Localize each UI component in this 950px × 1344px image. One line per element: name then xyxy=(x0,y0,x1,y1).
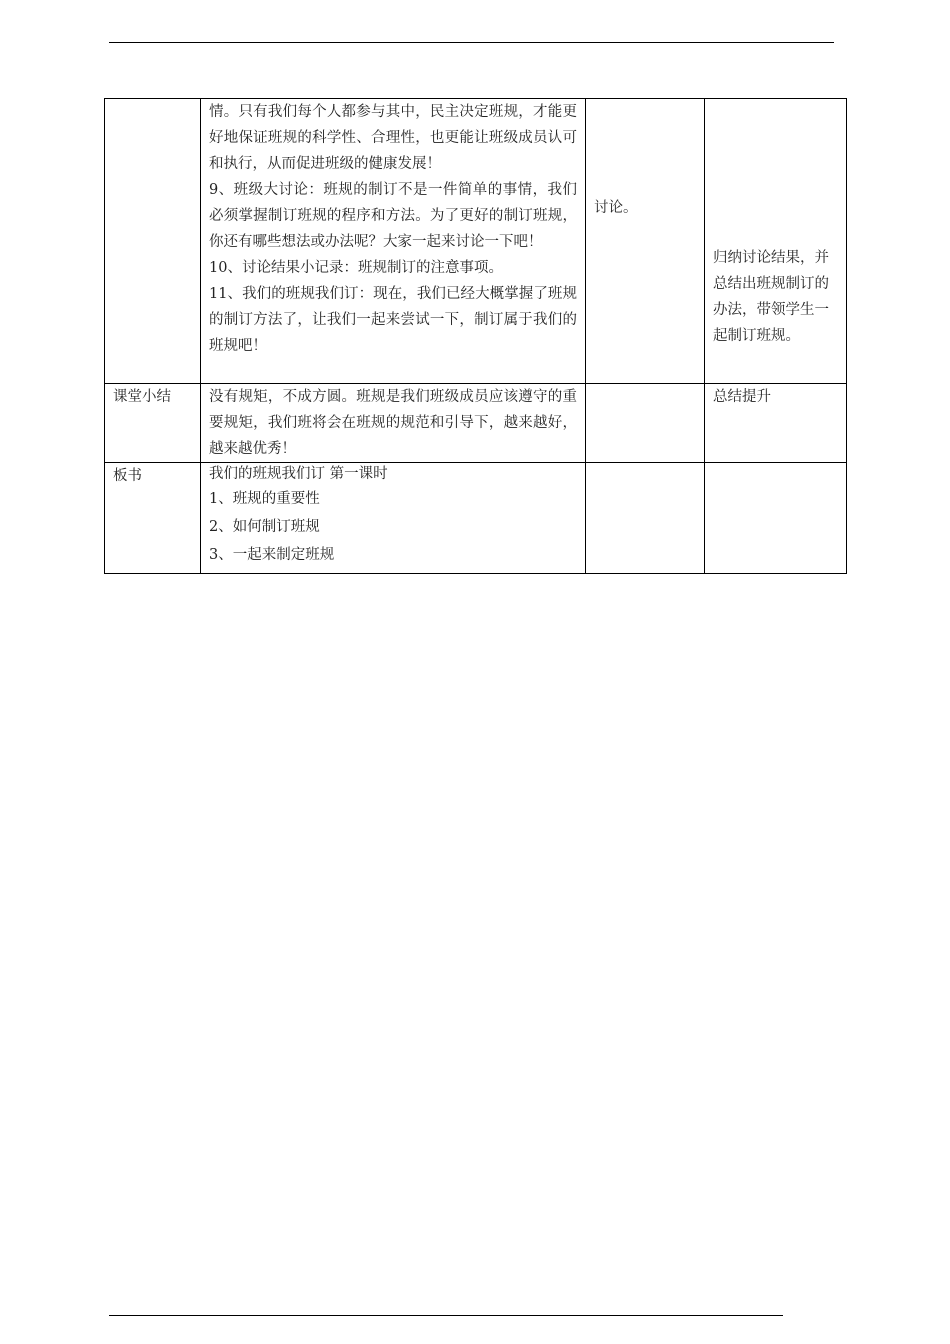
row-label: 课堂小结 xyxy=(105,384,201,463)
content-paragraph: 10、讨论结果小记录：班规制订的注意事项。 xyxy=(209,260,503,276)
content-paragraph: 9、班级大讨论：班规的制订不是一件简单的事情，我们必须掌握制订班规的程序和方法。为了更好的制订班规，你还有哪些想法或办法呢？大家一起来讨论一下吧！ xyxy=(209,182,577,250)
teacher-activity: 总结提升 xyxy=(705,384,847,463)
teacher-activity xyxy=(705,463,847,574)
row-label: 板书 xyxy=(105,463,201,574)
content-paragraph: 情。只有我们每个人都参与其中，民主决定班规，才能更好地保证班规的科学性、合理性，也更能让班级成员认可和执行，从而促进班级的健康发展！ xyxy=(209,104,577,172)
blackboard-item: 2、如何制订班规 xyxy=(209,519,320,535)
blackboard-content xyxy=(201,463,586,574)
teaching-content xyxy=(201,99,586,384)
student-activity xyxy=(586,384,705,463)
content-paragraph: 没有规矩，不成方圆。班规是我们班级成员应该遵守的重要规矩，我们班将会在班规的规范和引导下，越来越好，越来越优秀！ xyxy=(209,389,577,457)
row-label xyxy=(105,99,201,384)
table-row xyxy=(105,99,847,384)
teacher-activity: 归纳讨论结果，并总结出班规制订的办法，带领学生一起制订班规。 xyxy=(705,99,847,384)
blackboard-item: 3、一起来制定班规 xyxy=(209,547,335,563)
lesson-plan-table xyxy=(104,98,847,574)
table-row xyxy=(105,463,847,574)
blackboard-item: 1、班规的重要性 xyxy=(209,491,320,507)
header-rule xyxy=(109,42,834,43)
table-row xyxy=(105,384,847,463)
content-paragraph: 11、我们的班规我们订：现在，我们已经大概掌握了班规的制订方法了，让我们一起来尝试一下，制订属于我们的班规吧！ xyxy=(209,286,577,354)
footer-rule xyxy=(109,1315,783,1316)
student-activity: 讨论。 xyxy=(586,99,705,384)
teaching-content xyxy=(201,384,586,463)
student-activity xyxy=(586,463,705,574)
blackboard-title: 我们的班规我们订 第一课时 xyxy=(209,466,388,482)
